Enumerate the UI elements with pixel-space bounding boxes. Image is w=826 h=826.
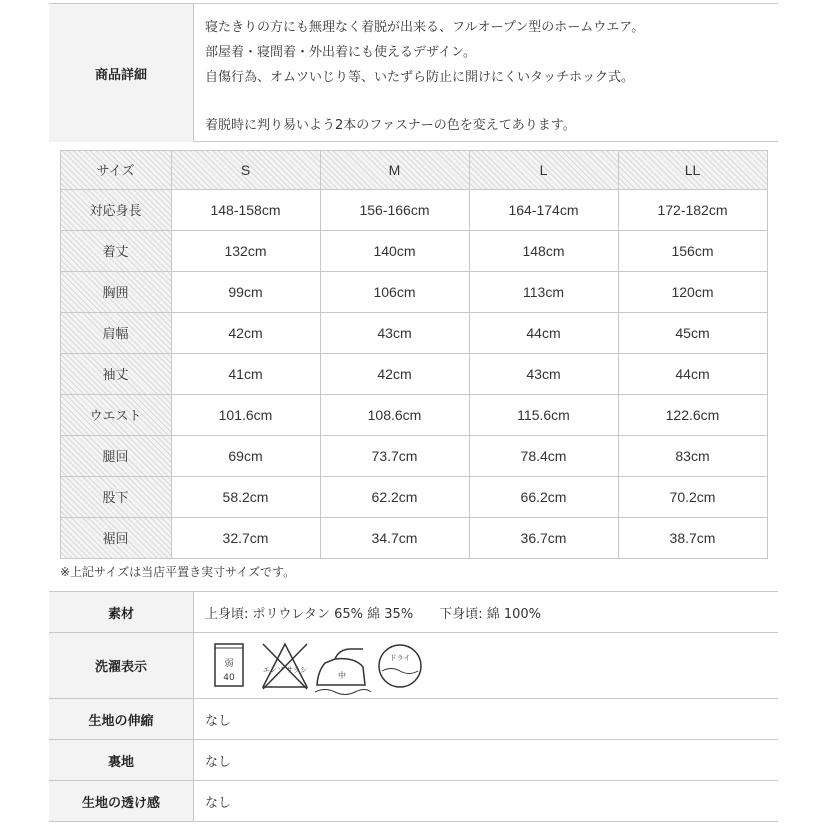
details-label: 商品詳細	[49, 4, 193, 142]
size-row-label: 着丈	[60, 230, 171, 271]
size-row-label: 肩幅	[60, 312, 171, 353]
size-cell-m: 42cm	[377, 365, 412, 382]
details-line-1: 寝たきりの方にも無理なく着脱が出来る、フルオープン型のホームウエア。	[205, 20, 645, 35]
size-cell-s: 41cm	[228, 365, 263, 382]
size-row-label: 対応身長	[60, 189, 171, 230]
size-cell-l: 78.4cm	[520, 447, 567, 464]
size-header-size: サイズ	[60, 150, 171, 189]
size-cell-s: 58.2cm	[222, 488, 269, 505]
size-cell-s: 101.6cm	[218, 406, 273, 423]
size-row-label: 袖丈	[60, 353, 171, 394]
size-cell-l: 44cm	[526, 324, 561, 341]
size-cell-s: 132cm	[224, 242, 267, 259]
material-bottom: 下身頃: 綿 100%	[439, 606, 541, 622]
size-cell-ll: 156cm	[671, 242, 714, 259]
grid-line	[60, 230, 768, 231]
size-cell-l: 43cm	[526, 365, 561, 382]
grid-line	[60, 150, 61, 558]
grid-line	[60, 435, 768, 436]
material-value	[205, 592, 541, 632]
details-line-3: 自傷行為、オムツいじり等、いたずら防止に開けにくいタッチホック式。	[205, 70, 635, 85]
size-cell-m: 156-166cm	[359, 201, 430, 218]
no-bleach-icon	[263, 644, 307, 689]
size-cell-s: 99cm	[228, 283, 263, 300]
grid-line	[60, 353, 768, 354]
size-cell-s: 69cm	[228, 447, 263, 464]
grid-line	[60, 271, 768, 272]
size-cell-m: 34.7cm	[371, 529, 418, 546]
grid-line	[60, 394, 768, 395]
size-row-label: 股下	[60, 476, 171, 517]
grid-line	[60, 312, 768, 313]
grid-line	[60, 517, 768, 518]
size-header-s: S	[171, 150, 320, 189]
iron-text: 中	[338, 670, 346, 680]
size-cell-s: 148-158cm	[210, 201, 281, 218]
grid-line	[60, 189, 768, 190]
stretch-value: なし	[205, 713, 232, 729]
size-header-ll: LL	[618, 150, 767, 189]
size-row-label: 腿回	[60, 435, 171, 476]
stretch-label: 生地の伸縮	[49, 699, 193, 739]
grid-line	[60, 558, 768, 559]
size-cell-m: 43cm	[377, 324, 412, 341]
size-note: ※上記サイズは当店平置き実寸サイズです。	[60, 565, 296, 579]
size-header-m: M	[320, 150, 469, 189]
size-row-label: 胸囲	[60, 271, 171, 312]
size-row-label: 裾回	[60, 517, 171, 558]
iron-medium-icon	[315, 649, 371, 695]
size-cell-ll: 45cm	[675, 324, 710, 341]
grid-line	[320, 150, 321, 558]
size-cell-s: 42cm	[228, 324, 263, 341]
details-divider	[193, 4, 194, 142]
size-cell-s: 32.7cm	[222, 529, 269, 546]
size-row-label: ウエスト	[60, 394, 171, 435]
size-cell-m: 73.7cm	[371, 447, 418, 464]
grid-line	[767, 150, 768, 558]
grid-line	[60, 476, 768, 477]
size-cell-ll: 172-182cm	[657, 201, 728, 218]
grid-line	[171, 150, 172, 558]
size-cell-m: 108.6cm	[367, 406, 422, 423]
wash-kanji: 弱	[224, 658, 234, 669]
dry-clean-icon	[379, 645, 421, 687]
size-cell-ll: 83cm	[675, 447, 710, 464]
info-divider	[193, 592, 194, 821]
details-line-2: 部屋着・寝間着・外出着にも使えるデザイン。	[205, 45, 477, 60]
size-cell-l: 148cm	[522, 242, 565, 259]
grid-line	[618, 150, 619, 558]
size-cell-m: 140cm	[373, 242, 416, 259]
size-header-l: L	[469, 150, 618, 189]
size-cell-l: 113cm	[523, 283, 564, 300]
grid-line	[60, 150, 768, 151]
size-cell-l: 36.7cm	[520, 529, 567, 546]
details-line-4: 着脱時に判り易いよう2本のファスナーの色を変えてあります。	[205, 118, 576, 133]
size-cell-l: 66.2cm	[520, 488, 567, 505]
size-cell-ll: 38.7cm	[669, 529, 716, 546]
bleach-text: エンソ サラシ	[262, 665, 308, 674]
grid-line	[469, 150, 470, 558]
size-cell-ll: 122.6cm	[665, 406, 720, 423]
laundry-symbols	[205, 633, 430, 698]
lining-label: 裏地	[49, 740, 193, 780]
laundry-label: 洗濯表示	[49, 633, 193, 698]
sheer-value: なし	[205, 795, 232, 811]
laundry-icons	[205, 635, 430, 697]
size-cell-m: 62.2cm	[371, 488, 418, 505]
lining-value: なし	[205, 754, 232, 770]
wash-temp: 40	[223, 672, 235, 683]
size-cell-l: 164-174cm	[508, 201, 579, 218]
size-cell-ll: 70.2cm	[669, 488, 716, 505]
size-cell-m: 106cm	[373, 283, 416, 300]
size-cell-ll: 44cm	[675, 365, 710, 382]
material-label: 素材	[49, 592, 193, 632]
size-cell-l: 115.6cm	[517, 406, 570, 423]
wash-40-icon	[215, 644, 243, 686]
size-cell-ll: 120cm	[671, 283, 714, 300]
dry-text: ドライ	[389, 653, 411, 662]
material-top: 上身頃: ポリウレタン 65% 綿 35%	[205, 606, 414, 622]
sheer-label: 生地の透け感	[49, 781, 193, 821]
